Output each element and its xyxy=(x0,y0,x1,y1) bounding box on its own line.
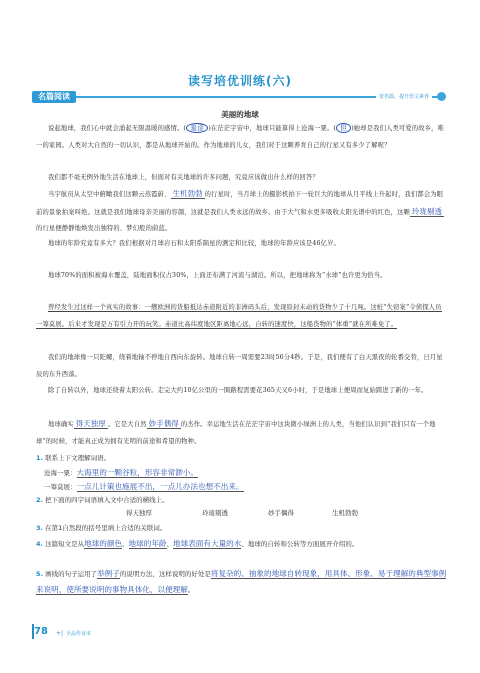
question-3 xyxy=(36,522,450,535)
footer-text: 全品作业本 xyxy=(66,631,92,637)
paragraph-text: 。它是大自然 xyxy=(107,421,147,428)
paragraph-text: 的杰作。幸运地生活在茫茫宇宙中这块微小绿洲上的人类，当他们认识到“我们只有一个地球”的时候，才能真正成为拥有光明的前途和希望的物种。 xyxy=(36,421,436,445)
answer-row-2 xyxy=(44,480,458,494)
paragraph-text: 地球确实 xyxy=(48,421,74,428)
article-paragraph-9 xyxy=(36,416,446,450)
question-number: 2. xyxy=(36,496,43,504)
article-paragraph-4 xyxy=(36,236,446,253)
word-option: 生机勃勃 xyxy=(332,509,358,517)
paragraph-text: 地球的年龄究竟有多大？我们根据对月球岩石和太阳系陨星的测定和比较，地球的年龄应该是46亿岁。 xyxy=(48,240,340,247)
question-text: 、地球的自转和公转等方面展开介绍的。 xyxy=(241,540,359,548)
page-number: 78 xyxy=(34,626,48,637)
question-1 xyxy=(36,452,450,465)
handwritten-answer[interactable]: 大海里的一颗谷粒，形容非常渺小。 xyxy=(76,468,198,477)
question-text: 把下面的四字词语填入文中合适的横线上。 xyxy=(45,496,169,504)
article-title: 美丽的地球 xyxy=(221,110,259,119)
article-paragraph-1 xyxy=(36,120,446,154)
handwritten-answer: 妙手偶得 xyxy=(148,419,179,428)
handwritten-answer: 羞涩 xyxy=(186,123,208,133)
question-number: 1. xyxy=(36,454,43,462)
paragraph-text: 除了自转以外，地球还绕着太阳公转。走完大约10亿公里的一圈路程需要花365天又6小时，于是地球上便周而复始跨进了新的一年。 xyxy=(48,387,428,394)
question-text: 这篇短文是从 xyxy=(45,540,85,548)
handwritten-answer[interactable]: 将复杂的、抽象的地球自转现象，用具体、形象、易于理解的典型事例来说明，使所要说明的事物具体化，以便理解 xyxy=(36,569,447,594)
question-4: 4. 这篇短文是从地球的颜色、地球的年龄、地球表面有大量的水、地球的自转和公转等方面展开介绍的。 xyxy=(36,539,359,548)
question-text: 。 xyxy=(187,586,195,594)
article-paragraph-7 xyxy=(36,350,446,383)
paragraph-text: )她却是我们人类可爱的故乡，唯一的家园。人类对大自然的一切认识，都是从地球开始的。作为地球的儿女，我们对于这颗养育自己的行星又有多少了解呢？ xyxy=(36,125,445,149)
handwritten-answer[interactable]: 地球表面有大量的水 xyxy=(173,539,242,548)
banner-note: 宽名篇，提升语文素养 xyxy=(376,92,432,102)
section-badge: 名篇阅读 xyxy=(32,91,76,103)
word-option: 玲珑剔透 xyxy=(202,509,228,517)
underlined-text: 曾经发生过这样一个真实的故事：一艘欧洲的货船抵达赤道附近的非洲码头后，发现原封未动的货物少了十几吨。这桩“失窃案”令侦探人员一筹莫展。后来才发现是万有引力开的玩笑。赤道比高纬度地区距离地心远，自转的速度快，这船货物的“体重”就在所难免了。 xyxy=(36,304,442,328)
handwritten-answer[interactable]: 一点儿计策也施展不出，一点儿办法也想不出来。 xyxy=(76,482,244,491)
question-text: 的说明方法，这样说明的好处是 xyxy=(119,570,211,578)
question-5 xyxy=(36,566,450,598)
article-paragraph-6 xyxy=(36,300,446,333)
question-number: 5. xyxy=(36,570,43,578)
question-2 xyxy=(36,494,450,507)
footer-separator: +| xyxy=(56,630,64,637)
handwritten-answer[interactable]: 地球的颜色 xyxy=(84,539,123,548)
paragraph-text: 的行星便静静地焕发出独特的、梦幻般的蔚蓝。 xyxy=(36,225,172,232)
handwritten-answer: 得天独厚 xyxy=(75,419,106,428)
article-paragraph-3 xyxy=(36,186,446,238)
question-text: 联系上下文理解词语。 xyxy=(45,454,111,462)
paragraph-text: )在茫茫宇宙中，地球只能算得上沧海一粟。( xyxy=(208,125,337,132)
question-number: 4. xyxy=(36,540,43,548)
question-number: 3. xyxy=(36,524,43,532)
article-paragraph-2 xyxy=(36,170,446,187)
handwritten-answer: 玲珑剔透 xyxy=(411,206,443,216)
answer-label: 一筹莫展： xyxy=(44,483,77,491)
answer-row-1 xyxy=(44,466,458,480)
banner-dot-icon xyxy=(437,92,446,101)
paragraph-text: 说起地球，我们心中就会涌起无限温暖的感情。( xyxy=(48,125,186,132)
article-paragraph-8 xyxy=(36,383,446,400)
word-option: 得天独厚 xyxy=(126,509,152,517)
page-title: 读写培优训练(六) xyxy=(188,74,292,88)
question-text: 在第1自然段的括号里填上合适的关联词。 xyxy=(45,524,167,532)
section-banner xyxy=(32,91,446,103)
word-option: 妙手偶得 xyxy=(268,509,294,517)
answer-label: 沧海一粟： xyxy=(44,469,77,477)
paragraph-text: 的行星时，当月球上的摄影机拍下一轮巨大的地球从月平线上升起时，我们都会为眼前的景象拍案叫绝。这就是我们地球母亲美丽的容颜，这就是我们人类永远的故乡。由于大气和水更多吸收太阳光谱中的红色，这颗 xyxy=(36,191,444,216)
handwritten-answer: 但 xyxy=(336,123,351,133)
paragraph-text: 我们都不毫无例外地生活在地球上，但面对有关地球的许多问题，究竟应该做出什么样的回答？ xyxy=(48,174,319,181)
paragraph-text: 地球70%的面积被海水覆盖，陆地面积仅占30%，上面还布满了河流与湖泊。所以，把地球称为“水球”也许更为恰当。 xyxy=(48,272,387,279)
question-text: 画线的句子运用了 xyxy=(45,570,98,578)
handwritten-answer[interactable]: 地球的年龄 xyxy=(128,539,167,548)
handwritten-answer: 生机勃勃 xyxy=(172,189,203,198)
handwritten-answer[interactable]: 举例子 xyxy=(97,569,120,578)
article-paragraph-5 xyxy=(36,268,446,285)
paragraph-text: 我们的地球像一只陀螺，绕着地轴不停地自西向东旋转。地球自转一周需要23时56分4秒。于是，我们便有了白天黑夜的轮番交替，日月星辰的东升西落。 xyxy=(36,354,443,378)
paragraph-text: 当宇航员从太空中俯瞰我们这颗云蒸霞蔚、 xyxy=(48,191,171,198)
